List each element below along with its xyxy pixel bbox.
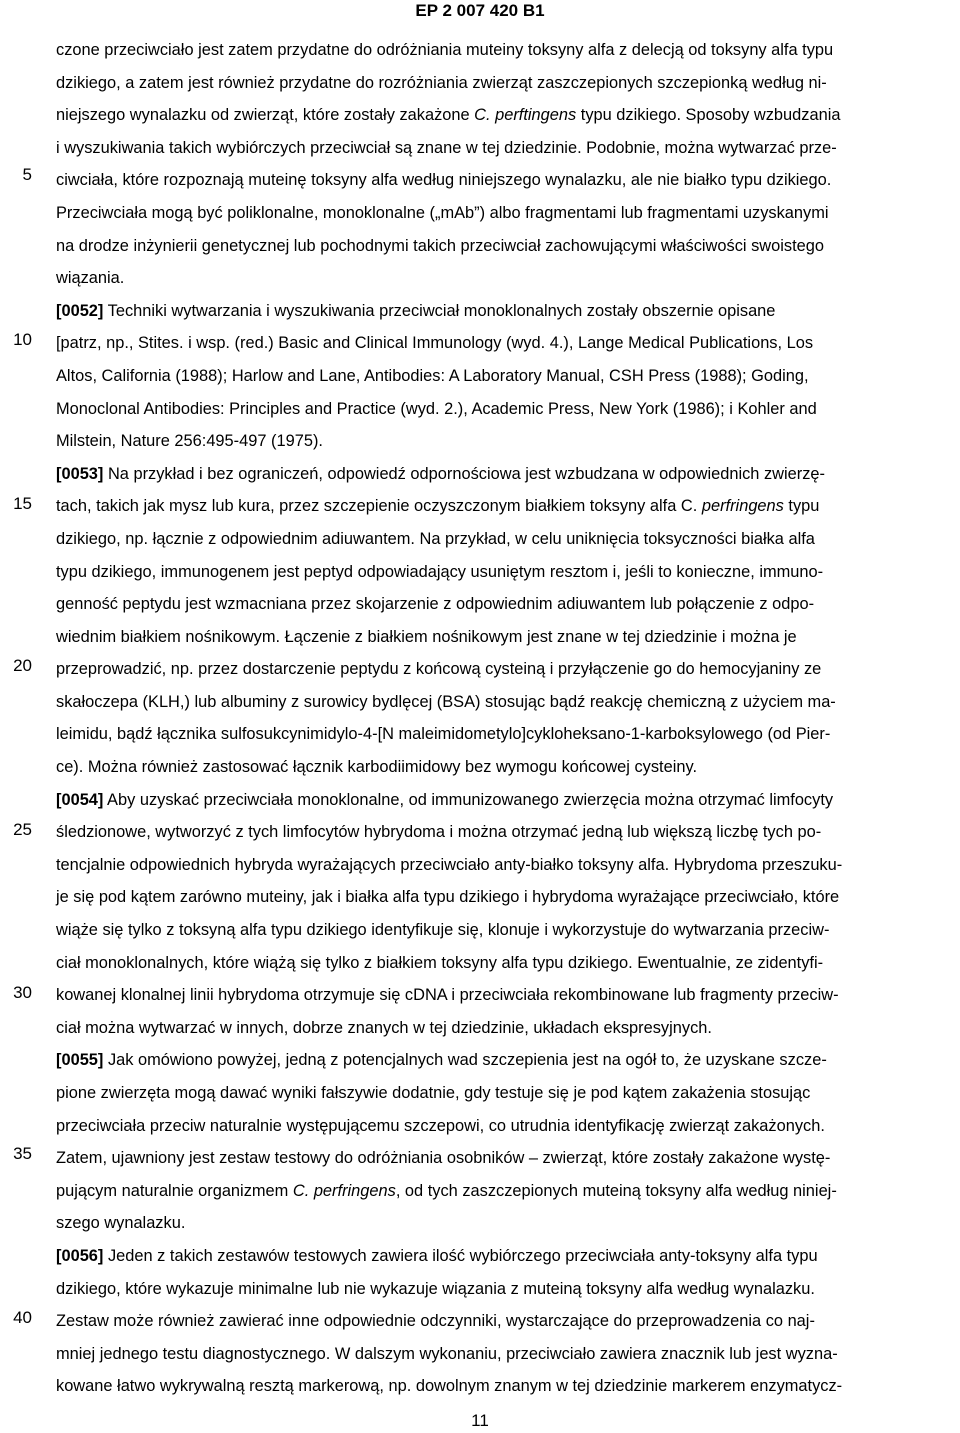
text-line [56,425,954,458]
text-line [56,393,954,426]
text-segment: czone przeciwciało jest zatem przydatne do odróżniania muteiny toksyny alfa z delecją od toksyny alfa typu [56,41,834,59]
text-line [56,881,954,914]
text-segment: ciał można wytwarzać w innych, dobrze znanych w tej dziedzinie, układach ekspresyjnych. [56,1018,712,1037]
text-segment: i wyszukiwania takich wybiórczych przeciwciał są znane w tej dziedzinie. Podobnie, można wytwarzać prze- [56,138,837,157]
text-line [56,230,954,263]
text-segment: Techniki wytwarzania i wyszukiwania przeciwciał monoklonalnych zostały obszernie opisane [103,301,776,320]
text-segment: leimidu, bądź łącznika sulfosukcynimidylo-4-[N maleimidometylo]cykloheksano-1-karboksylowego (od Pier- [56,725,831,744]
text-line [56,686,954,719]
document-body-text [56,34,954,1403]
text-line [56,1077,954,1110]
text-segment: typu dzikiego. Sposoby wzbudzania [576,106,841,125]
text-segment: ciał monoklonalnych, które wiążą się tylko z białkiem toksyny alfa typu dzikiego. Ewentualnie, ze zidentyfi- [56,953,824,972]
text-segment: typu [783,497,820,516]
text-segment: tach, takich jak mysz lub kura, przez szczepienie oczyszczonym białkiem toksyny alfa C. [56,497,702,516]
text-line [56,360,954,393]
margin-line-number: 40 [13,1308,32,1327]
text-line [56,164,954,197]
text-segment: ciwciała, które rozpoznają muteinę toksyny alfa według niniejszego wynalazku, ale nie białko typu dzikiego. [56,171,832,190]
paragraph-number: [0052] [56,301,104,320]
text-segment: , od tych zaszczepionych muteiną toksyny alfa według niniej- [395,1181,837,1200]
text-segment: je się pod kątem zarówno muteiny, jak i białka alfa typu dzikiego i hybrydoma wyrażające przeciwciało, które [56,888,840,907]
italic-text: C. perftingens [474,106,577,125]
text-line [56,1012,954,1045]
page-number: 11 [471,1411,489,1430]
paragraph-number: [0054] [56,790,104,809]
patent-number: EP 2 007 420 B1 [415,1,545,20]
italic-text: perfringens [701,497,784,516]
margin-line-number: 20 [13,656,32,675]
text-line [56,1338,954,1371]
text-line [56,751,954,784]
text-segment: kowane łatwo wykrywalną resztą markerową, np. dowolnym znanym w tej dziedzinie markerem enzymatycz- [56,1377,843,1396]
document-header [0,0,960,22]
text-segment: pione zwierzęta mogą dawać wyniki fałszywie dodatnie, gdy testuje się je pod kątem zakażenia stosując [56,1084,811,1102]
text-line [56,1175,954,1208]
italic-text: C. perfringens [292,1181,396,1200]
text-line [56,718,954,751]
text-segment: tencjalnie odpowiednich hybryda wyrażających przeciwciało anty-białko toksyny alfa. Hybrydoma przeszuku- [56,855,843,874]
text-line [56,784,954,817]
text-segment: Przeciwciała mogą być poliklonalne, monoklonalne („mAb”) albo fragmentami lub fragmentami uzyskanymi [56,203,829,222]
text-line [56,1273,954,1306]
margin-line-number: 30 [13,983,32,1002]
text-line [56,458,954,491]
text-line [56,588,954,621]
text-line [56,99,954,132]
text-segment: niejszego wynalazku od zwierząt, które zostały zakażone [56,106,475,125]
text-line [56,979,954,1012]
text-line [56,295,954,328]
margin-line-number: 35 [13,1144,32,1163]
text-line [56,816,954,849]
text-line [56,947,954,980]
text-segment: Jeden z takich zestawów testowych zawiera ilość wybiórczego przeciwciała anty-toksyny alfa typu [103,1246,818,1265]
text-line [56,849,954,882]
paragraph-number: [0055] [56,1051,104,1070]
text-segment: szego wynalazku. [56,1214,186,1233]
text-segment: Aby uzyskać przeciwciała monoklonalne, od immunizowanego zwierzęcia można otrzymać limfocyty [103,790,834,809]
paragraph-number: [0053] [56,464,104,483]
text-segment: typu dzikiego, immunogenem jest peptyd odpowiadający usuniętym resztom i, jeśli to konieczne, immuno- [56,562,824,581]
text-line [56,262,954,295]
text-segment: na drodze inżynierii genetycznej lub pochodnymi takich przeciwciał zachowującymi właściwości swoistego [56,236,824,255]
text-segment: wiąże się tylko z toksyną alfa typu dzikiego identyfikuje się, klonuje i wykorzystuje do wytwarzania przeciw- [56,921,830,940]
text-segment: pującym naturalnie organizmem [56,1181,293,1200]
text-line [56,132,954,165]
text-segment: Monoclonal Antibodies: Principles and Practice (wyd. 2.), Academic Press, New York (1986); i Kohler and [56,399,817,418]
text-line [56,653,954,686]
text-line [56,556,954,589]
text-segment: Na przykład i bez ograniczeń, odpowiedź odpornościowa jest wzbudzana w odpowiednich zwierzę- [103,464,825,483]
text-line [56,1240,954,1273]
text-segment: dzikiego, które wykazuje minimalne lub nie wykazuje wiązania z muteiną toksyny alfa według wynalazku. [56,1279,815,1298]
text-line [56,197,954,230]
text-line [56,1207,954,1240]
text-line [56,914,954,947]
text-segment: mniej jednego testu diagnostycznego. W dalszym wykonaniu, przeciwciało zawiera znacznik lub jest wyzna- [56,1344,838,1363]
text-line [56,1142,954,1175]
text-line [56,523,954,556]
text-segment: Zestaw może również zawierać inne odpowiednie odczynniki, wystarczające do przeprowadzenia co naj- [56,1312,815,1331]
text-segment: wiednim białkiem nośnikowym. Łączenie z białkiem nośnikowym jest znane w tej dziedzinie i można je [56,627,797,646]
text-segment: Milstein, Nature 256:495-497 (1975). [56,432,323,451]
page-footer [0,1410,960,1432]
text-line [56,34,954,67]
text-line [56,1044,954,1077]
paragraph-number: [0056] [56,1246,104,1265]
text-segment: Altos, California (1988); Harlow and Lane, Antibodies: A Laboratory Manual, CSH Press (1988); Goding, [56,366,809,385]
text-segment: przeprowadzić, np. przez dostarczenie peptydu z końcową cysteiną i przyłączenie go do hemocyjaniny ze [56,660,822,679]
text-segment: Jak omówiono powyżej, jedną z potencjalnych wad szczepienia jest na ogół to, że uzyskane szcze- [103,1051,827,1070]
text-line [56,490,954,523]
text-segment: genność peptydu jest wzmacniana przez skojarzenie z odpowiednim adiuwantem lub połączenie z odpo- [56,595,815,614]
text-line [56,327,954,360]
margin-line-number: 5 [22,165,32,184]
text-segment: [patrz, np., Stites. i wsp. (red.) Basic and Clinical Immunology (wyd. 4.), Lange Medical Publications, Los [56,334,814,353]
text-segment: kowanej klonalnej linii hybrydoma otrzymuje się cDNA i przeciwciała rekombinowane lub fragmenty przeciw- [56,986,839,1005]
text-segment: przeciwciała przeciw naturalnie występującemu szczepowi, co utrudnia identyfikację zwierząt zakażonych. [56,1116,825,1135]
text-segment: skałoczepa (KLH,) lub albuminy z surowicy bydlęcej (BSA) stosując bądź reakcję chemiczną z użyciem ma- [56,692,836,711]
text-segment: ce). Można również zastosować łącznik karbodiimidowy bez wymogu końcowej cysteiny. [56,758,698,777]
text-line [56,621,954,654]
text-segment: śledzionowe, wytworzyć z tych limfocytów hybrydoma i można otrzymać jedną lub większą liczbę tych po- [56,823,822,842]
margin-line-number: 25 [13,820,32,839]
text-segment: dzikiego, a zatem jest również przydatne do rozróżniania zwierząt zaszczepionych szczepionką według ni- [56,73,827,92]
text-line [56,1305,954,1338]
text-segment: Zatem, ujawniony jest zestaw testowy do odróżniania osobników – zwierząt, które zostały zakażone wystę- [56,1149,831,1168]
text-segment: dzikiego, np. łącznie z odpowiednim adiuwantem. Na przykład, w celu uniknięcia toksyczności białka alfa [56,529,815,548]
text-line [56,1110,954,1143]
margin-line-number: 15 [13,494,32,513]
margin-line-number: 10 [13,330,32,349]
text-line [56,1370,954,1403]
text-line [56,67,954,100]
text-segment: wiązania. [56,269,125,288]
